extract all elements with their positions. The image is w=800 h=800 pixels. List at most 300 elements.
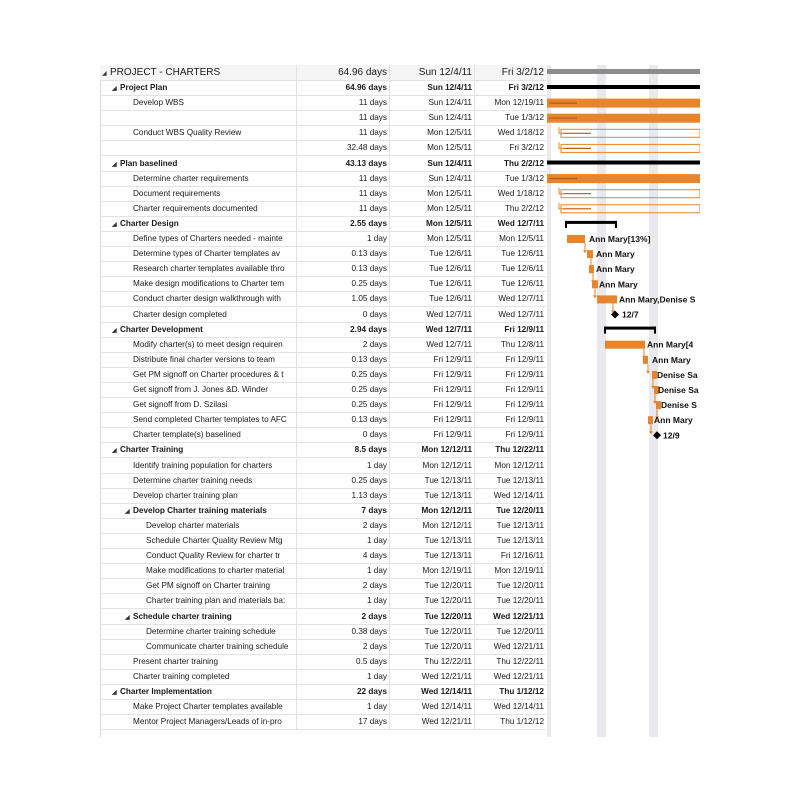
start-date-cell[interactable]: Fri 12/9/11 [391, 353, 475, 367]
task-name: Charter template(s) baselined [133, 430, 241, 440]
task-row[interactable] [100, 247, 546, 262]
start-date-cell[interactable]: Tue 12/13/11 [391, 549, 475, 563]
task-row[interactable] [100, 474, 546, 489]
start-date-cell[interactable]: Wed 12/7/11 [391, 338, 475, 352]
collapse-toggle-icon[interactable]: ◢ [112, 448, 117, 455]
task-name: Research charter templates available thro [133, 264, 285, 274]
task-name-cell[interactable] [100, 594, 297, 608]
task-name: Make modifications to charter material [146, 566, 285, 576]
finish-date-cell[interactable]: Mon 12/19/11 [494, 98, 544, 108]
task-row[interactable] [100, 126, 546, 141]
task-bar [587, 250, 593, 258]
gantt-resource-label: Ann Mary,Denise S [619, 294, 696, 305]
start-date-cell[interactable]: Mon 12/5/11 [391, 232, 475, 246]
finish-date-cell[interactable]: Tue 12/13/11 [496, 475, 544, 485]
finish-date-cell[interactable]: Thu 12/22/11 [495, 445, 544, 455]
summary-bar [565, 221, 617, 224]
task-name: Develop charter training plan [133, 490, 238, 500]
finish-date-cell[interactable]: Tue 1/3/12 [505, 173, 544, 183]
finish-date-cell[interactable]: Tue 12/20/11 [496, 626, 544, 636]
duration-cell[interactable]: 1 day [298, 459, 390, 473]
link-arrow [559, 188, 565, 194]
gantt-chart-pane [547, 65, 700, 737]
duration-cell[interactable]: 2.55 days [298, 217, 390, 231]
start-date-cell[interactable]: Fri 12/9/11 [391, 398, 475, 412]
finish-date-cell[interactable]: Tue 1/3/12 [505, 113, 544, 123]
task-name: Determine charter requirements [133, 173, 249, 183]
gantt-resource-label: Ann Mary[4 [647, 339, 694, 350]
finish-date-cell[interactable]: Mon 12/12/11 [494, 460, 544, 470]
task-row[interactable] [100, 670, 546, 685]
start-date-cell[interactable]: Tue 12/13/11 [391, 534, 475, 548]
collapse-toggle-icon[interactable]: ◢ [112, 327, 117, 334]
summary-bar-end [604, 327, 606, 334]
task-name-cell[interactable] [100, 111, 297, 125]
start-date-cell[interactable]: Thu 12/22/11 [391, 655, 475, 669]
collapse-toggle-icon[interactable]: ◢ [125, 508, 130, 515]
task-row[interactable] [100, 715, 546, 730]
gantt-resource-label: Denise Sa [658, 385, 699, 395]
collapse-toggle-icon[interactable]: ◢ [112, 161, 117, 168]
task-name-cell[interactable] [100, 489, 297, 503]
task-row[interactable] [100, 368, 546, 383]
task-name-cell[interactable] [100, 217, 297, 231]
duration-cell[interactable]: 11 days [298, 111, 390, 125]
finish-date-cell[interactable]: Wed 12/14/11 [493, 490, 544, 500]
link-arrow [559, 203, 565, 209]
start-date-cell[interactable]: Sun 12/4/11 [391, 96, 475, 110]
duration-cell[interactable]: 0.25 days [298, 277, 390, 291]
task-row[interactable] [100, 398, 546, 413]
finish-date-cell[interactable]: Fri 12/9/11 [505, 415, 544, 425]
task-name-cell[interactable] [100, 172, 297, 186]
task-bar [605, 341, 645, 349]
duration-cell[interactable]: 1 day [298, 534, 390, 548]
duration-cell[interactable]: 0.13 days [298, 262, 390, 276]
start-date-cell[interactable]: Fri 12/9/11 [391, 413, 475, 427]
task-name: Communicate charter training schedule [146, 641, 289, 651]
start-date-cell[interactable]: Wed 12/14/11 [391, 700, 475, 714]
task-bar [648, 416, 653, 424]
task-name-cell[interactable] [100, 323, 297, 337]
task-row[interactable] [100, 141, 546, 156]
summary-task-row[interactable] [100, 323, 546, 338]
task-row[interactable] [100, 655, 546, 670]
summary-task-row[interactable] [100, 65, 546, 81]
finish-date-cell[interactable]: Tue 12/20/11 [496, 581, 544, 591]
task-name: Identify training population for charters [133, 460, 273, 470]
finish-date-cell[interactable]: Fri 3/2/12 [501, 67, 544, 78]
task-name: Charter Development [120, 324, 203, 334]
finish-date-cell[interactable]: Fri 12/9/11 [504, 324, 544, 334]
start-date-cell[interactable]: Tue 12/20/11 [391, 610, 475, 624]
finish-date-cell[interactable]: Tue 12/6/11 [501, 279, 544, 289]
task-row[interactable] [100, 277, 546, 292]
weekend-shade [547, 65, 551, 737]
task-row[interactable] [100, 187, 546, 202]
duration-cell[interactable]: 0 days [298, 428, 390, 442]
task-name-cell[interactable] [100, 368, 297, 382]
duration-cell[interactable]: 11 days [298, 187, 390, 201]
finish-date-cell[interactable]: Fri 3/2/12 [508, 83, 544, 92]
start-date-cell[interactable]: Wed 12/7/11 [391, 323, 475, 337]
task-name-cell[interactable] [100, 549, 297, 563]
duration-cell[interactable]: 1 day [298, 564, 390, 578]
start-date-cell[interactable]: Wed 12/14/11 [391, 685, 475, 699]
task-name-cell[interactable] [100, 670, 297, 684]
link-arrow [559, 142, 565, 148]
summary-task-row[interactable] [100, 217, 546, 232]
task-row[interactable] [100, 549, 546, 564]
duration-cell[interactable]: 1 day [298, 670, 390, 684]
task-row[interactable] [100, 232, 546, 247]
start-date-cell[interactable]: Tue 12/13/11 [391, 474, 475, 488]
start-date-cell[interactable]: Tue 12/6/11 [391, 292, 475, 306]
gantt-resource-label: Ann Mary [596, 249, 635, 260]
task-name-cell[interactable] [100, 519, 297, 533]
task-name-cell[interactable] [100, 534, 297, 548]
task-name: Make design modifications to Charter tem [133, 279, 285, 289]
start-date-cell[interactable]: Wed 12/21/11 [391, 715, 475, 729]
task-name: Plan baselined [120, 158, 178, 168]
task-row[interactable] [100, 594, 546, 609]
finish-date-cell[interactable]: Thu 2/2/12 [504, 203, 544, 213]
task-name: Make Project Charter templates available [133, 702, 283, 712]
duration-cell[interactable]: 4 days [298, 549, 390, 563]
start-date-cell[interactable]: Mon 12/19/11 [391, 564, 475, 578]
task-name: PROJECT - CHARTERS [110, 67, 221, 78]
duration-cell[interactable]: 0.13 days [298, 247, 390, 261]
task-name: Charter training plan and materials ba: [146, 596, 286, 606]
finish-date-cell[interactable]: Thu 12/22/11 [496, 656, 544, 666]
task-name-cell[interactable] [100, 700, 297, 714]
duration-cell[interactable]: 32.48 days [298, 141, 390, 155]
finish-date-cell[interactable]: Thu 1/12/12 [500, 717, 544, 727]
task-row[interactable] [100, 489, 546, 504]
finish-date-cell[interactable]: Wed 12/7/11 [497, 218, 544, 228]
duration-cell[interactable]: 0.13 days [298, 413, 390, 427]
start-date-cell[interactable]: Sun 12/4/11 [391, 81, 475, 95]
finish-date-cell[interactable]: Tue 12/13/11 [496, 520, 544, 530]
duration-cell[interactable]: 2 days [298, 640, 390, 654]
task-row[interactable] [100, 519, 546, 534]
task-row[interactable] [100, 353, 546, 368]
start-date-cell[interactable]: Tue 12/20/11 [391, 594, 475, 608]
start-date-cell[interactable]: Mon 12/5/11 [391, 217, 475, 231]
summary-task-row[interactable] [100, 81, 546, 96]
task-name: Charter requirements documented [133, 203, 258, 213]
summary-bar [547, 85, 700, 89]
duration-cell[interactable]: 2 days [298, 610, 390, 624]
duration-cell[interactable]: 1.05 days [298, 292, 390, 306]
start-date-cell[interactable]: Tue 12/6/11 [391, 262, 475, 276]
task-name: Modify charter(s) to meet design requiren [133, 339, 283, 349]
duration-cell[interactable]: 2 days [298, 579, 390, 593]
summary-task-row[interactable] [100, 610, 546, 625]
finish-date-cell[interactable]: Wed 12/7/11 [498, 294, 544, 304]
task-name-cell[interactable] [100, 292, 297, 306]
task-row[interactable] [100, 292, 546, 307]
task-name-cell[interactable] [100, 141, 297, 155]
collapse-toggle-icon[interactable]: ◢ [112, 221, 117, 228]
duration-cell[interactable]: 43.13 days [298, 157, 390, 171]
start-date-cell[interactable]: Tue 12/6/11 [391, 277, 475, 291]
task-name: Charter training completed [133, 671, 230, 681]
duration-cell[interactable]: 1 day [298, 232, 390, 246]
summary-task-row[interactable] [100, 443, 546, 458]
task-row[interactable] [100, 383, 546, 398]
task-name-cell[interactable] [100, 338, 297, 352]
task-row[interactable] [100, 308, 546, 323]
task-name-cell[interactable] [100, 383, 297, 397]
task-name-cell[interactable] [100, 428, 297, 442]
gantt-sheet [100, 65, 700, 737]
start-date-cell[interactable]: Fri 12/9/11 [391, 383, 475, 397]
task-name: Charter Training [120, 445, 184, 455]
task-name-cell[interactable] [100, 96, 297, 110]
task-name: Conduct WBS Quality Review [133, 128, 242, 138]
duration-cell[interactable]: 8.5 days [298, 443, 390, 457]
task-name: Get signoff from D. Szilasi [133, 400, 228, 410]
finish-date-cell[interactable]: Fri 12/9/11 [505, 369, 544, 379]
task-name: Get PM signoff on Charter training [146, 581, 271, 591]
duration-cell[interactable]: 17 days [298, 715, 390, 729]
finish-date-cell[interactable]: Fri 12/9/11 [505, 354, 544, 364]
finish-date-cell[interactable]: Wed 12/14/11 [493, 702, 544, 712]
task-bar [567, 235, 585, 243]
finish-date-cell[interactable]: Wed 12/21/11 [493, 671, 544, 681]
gantt-resource-label: Ann Mary [654, 415, 693, 426]
project-summary-bar [547, 69, 700, 74]
summary-bar-end [565, 221, 567, 228]
duration-cell[interactable]: 64.96 days [298, 81, 390, 95]
task-name-cell[interactable] [100, 579, 297, 593]
task-name: Determine charter training needs [133, 475, 253, 485]
start-date-cell[interactable]: Mon 12/5/11 [391, 202, 475, 216]
duration-cell[interactable]: 11 days [298, 172, 390, 186]
start-date-cell[interactable]: Wed 12/7/11 [391, 308, 475, 322]
summary-task-row[interactable] [100, 157, 546, 172]
task-row[interactable] [100, 625, 546, 640]
task-row[interactable] [100, 534, 546, 549]
finish-date-cell[interactable]: Tue 12/13/11 [496, 536, 544, 545]
start-date-cell[interactable]: Mon 12/12/11 [391, 519, 475, 533]
start-date-cell[interactable]: Tue 12/20/11 [391, 640, 475, 654]
duration-cell[interactable]: 0 days [298, 308, 390, 322]
finish-date-cell[interactable]: Wed 1/18/12 [497, 188, 544, 198]
duration-cell[interactable]: 0.25 days [298, 368, 390, 382]
start-date-cell[interactable]: Wed 12/21/11 [391, 670, 475, 684]
duration-cell[interactable]: 0.25 days [298, 398, 390, 412]
task-name-cell[interactable] [100, 353, 297, 367]
task-name-cell[interactable] [100, 640, 297, 654]
task-name: Mentor Project Managers/Leads of in-pro [133, 717, 282, 727]
task-name-cell[interactable] [100, 81, 297, 95]
duration-cell[interactable]: 64.96 days [298, 65, 390, 81]
task-name-cell[interactable] [100, 504, 297, 518]
task-row[interactable] [100, 202, 546, 217]
task-name: Develop Charter training materials [133, 505, 267, 515]
duration-cell[interactable]: 11 days [298, 126, 390, 140]
finish-date-cell[interactable]: Fri 12/9/11 [505, 385, 544, 394]
task-name-cell[interactable] [100, 564, 297, 578]
task-name: Schedule charter training [133, 611, 232, 621]
summary-task-row[interactable] [100, 504, 546, 519]
task-row[interactable] [100, 172, 546, 187]
duration-cell[interactable]: 2 days [298, 519, 390, 533]
duration-cell[interactable]: 0.25 days [298, 474, 390, 488]
dependency-arrowhead [593, 295, 597, 298]
finish-date-cell[interactable]: Wed 12/21/11 [493, 641, 544, 651]
task-name-cell[interactable] [100, 413, 297, 427]
duration-cell[interactable]: 22 days [298, 685, 390, 699]
gantt-resource-label: Ann Mary [652, 354, 691, 365]
task-name-cell[interactable] [100, 262, 297, 276]
task-name-cell[interactable] [100, 65, 297, 81]
task-name-cell[interactable] [100, 655, 297, 669]
task-row[interactable] [100, 413, 546, 428]
summary-task-row[interactable] [100, 685, 546, 700]
duration-cell[interactable]: 7 days [298, 504, 390, 518]
task-row[interactable] [100, 338, 546, 353]
task-name-cell[interactable] [100, 277, 297, 291]
task-name: Charter Design [120, 218, 179, 228]
gantt-resource-label: Ann Mary[13%] [589, 234, 651, 244]
task-name-cell[interactable] [100, 398, 297, 412]
duration-cell[interactable]: 0.25 days [298, 383, 390, 397]
start-date-cell[interactable]: Mon 12/5/11 [391, 141, 475, 155]
task-name: Schedule Charter Quality Review Mtg [146, 536, 283, 545]
task-name: Determine types of Charter templates av [133, 249, 280, 259]
gantt-chart [547, 65, 700, 737]
start-date-cell[interactable]: Mon 12/5/11 [391, 126, 475, 140]
start-date-cell[interactable]: Tue 12/20/11 [391, 579, 475, 593]
duration-cell[interactable]: 2.94 days [298, 323, 390, 337]
task-name-cell[interactable] [100, 247, 297, 261]
start-date-cell[interactable]: Sun 12/4/11 [391, 157, 475, 171]
start-date-cell[interactable]: Fri 12/9/11 [391, 428, 475, 442]
summary-bar [604, 327, 656, 330]
summary-bar-end [615, 221, 617, 228]
finish-date-cell[interactable]: Fri 12/16/11 [500, 551, 544, 561]
task-row[interactable] [100, 459, 546, 474]
finish-date-cell[interactable]: Fri 12/9/11 [505, 430, 544, 440]
task-name: Determine charter training schedule [146, 626, 276, 636]
task-row[interactable] [100, 111, 546, 126]
start-date-cell[interactable]: Mon 12/12/11 [391, 504, 475, 518]
duration-cell[interactable]: 1.13 days [298, 489, 390, 503]
collapse-toggle-icon[interactable]: ◢ [112, 690, 117, 696]
finish-date-cell[interactable]: Mon 12/19/11 [494, 566, 544, 576]
collapse-toggle-icon[interactable]: ◢ [125, 614, 130, 621]
finish-date-cell[interactable]: Tue 12/20/11 [496, 505, 544, 515]
task-name-cell[interactable] [100, 474, 297, 488]
task-row[interactable] [100, 579, 546, 594]
start-date-cell[interactable]: Mon 12/12/11 [391, 443, 475, 457]
task-row[interactable] [100, 640, 546, 655]
gantt-resource-label: Denise Sa [657, 369, 698, 380]
duration-cell[interactable]: 11 days [298, 202, 390, 216]
gantt-resource-label: Denise S [661, 400, 697, 411]
finish-date-cell[interactable]: Tue 12/6/11 [501, 264, 544, 274]
task-row[interactable] [100, 700, 546, 715]
task-row[interactable] [100, 96, 546, 111]
start-date-cell[interactable]: Sun 12/4/11 [391, 111, 475, 125]
summary-bar-end [654, 327, 656, 334]
summary-bar [547, 161, 700, 165]
duration-cell[interactable]: 11 days [298, 96, 390, 110]
task-name-cell[interactable] [100, 232, 297, 246]
duration-cell[interactable]: 1 day [298, 700, 390, 714]
task-name-cell[interactable] [100, 157, 297, 171]
duration-cell[interactable]: 1 day [298, 594, 390, 608]
task-row[interactable] [100, 262, 546, 277]
finish-date-cell[interactable]: Thu 2/2/12 [503, 158, 544, 168]
task-name-cell[interactable] [100, 459, 297, 473]
finish-date-cell[interactable]: Wed 1/18/12 [497, 128, 544, 138]
start-date-cell[interactable]: Tue 12/6/11 [391, 247, 475, 261]
task-row[interactable] [100, 564, 546, 579]
start-date-cell[interactable]: Mon 12/12/11 [391, 459, 475, 473]
task-name-cell[interactable] [100, 610, 297, 624]
task-name: Send completed Charter templates to AFC [133, 415, 287, 425]
task-name-cell[interactable] [100, 308, 297, 322]
finish-date-cell[interactable]: Mon 12/5/11 [499, 234, 544, 243]
task-name-cell[interactable] [100, 187, 297, 201]
start-date-cell[interactable]: Fri 12/9/11 [391, 368, 475, 382]
finish-date-cell[interactable]: Wed 12/21/11 [493, 611, 544, 621]
gantt-resource-label: Ann Mary [599, 279, 638, 290]
finish-date-cell[interactable]: Fri 3/2/12 [509, 143, 544, 153]
collapse-toggle-icon[interactable]: ◢ [112, 86, 117, 92]
duration-cell[interactable]: 0.38 days [298, 625, 390, 639]
gantt-resource-label: Ann Mary [596, 264, 635, 275]
dependency-arrowhead [583, 250, 587, 253]
task-name-cell[interactable] [100, 443, 297, 457]
task-name: Project Plan [120, 83, 168, 92]
task-name-cell[interactable] [100, 202, 297, 216]
task-name-cell[interactable] [100, 685, 297, 699]
finish-date-cell[interactable]: Wed 12/7/11 [498, 309, 544, 319]
finish-date-cell[interactable]: Thu 1/12/12 [499, 687, 544, 696]
duration-cell[interactable]: 0.5 days [298, 655, 390, 669]
task-name-cell[interactable] [100, 625, 297, 639]
duration-cell[interactable]: 2 days [298, 338, 390, 352]
duration-cell[interactable]: 0.13 days [298, 353, 390, 367]
task-row[interactable] [100, 428, 546, 443]
task-name: Develop WBS [133, 98, 184, 108]
collapse-toggle-icon[interactable]: ◢ [102, 71, 107, 77]
task-name-cell[interactable] [100, 715, 297, 729]
task-name: Charter Implementation [120, 687, 212, 696]
start-date-cell[interactable]: Mon 12/5/11 [391, 187, 475, 201]
task-name: Distribute final charter versions to team [133, 354, 275, 364]
finish-date-cell[interactable]: Thu 12/8/11 [500, 339, 544, 349]
finish-date-cell[interactable]: Fri 12/9/11 [505, 400, 544, 410]
start-date-cell[interactable]: Tue 12/20/11 [391, 625, 475, 639]
task-name-cell[interactable] [100, 126, 297, 140]
start-date-cell[interactable]: Tue 12/13/11 [391, 489, 475, 503]
task-name: Present charter training [133, 656, 219, 666]
weekend-shade [597, 65, 606, 737]
task-name: Conduct Quality Review for charter tr [146, 551, 281, 561]
task-name: Develop charter materials [146, 520, 240, 530]
start-date-cell[interactable]: Sun 12/4/11 [391, 65, 475, 81]
finish-date-cell[interactable]: Tue 12/20/11 [496, 596, 544, 606]
start-date-cell[interactable]: Sun 12/4/11 [391, 172, 475, 186]
gantt-resource-label: 12/7 [622, 309, 639, 320]
finish-date-cell[interactable]: Tue 12/6/11 [501, 249, 544, 259]
